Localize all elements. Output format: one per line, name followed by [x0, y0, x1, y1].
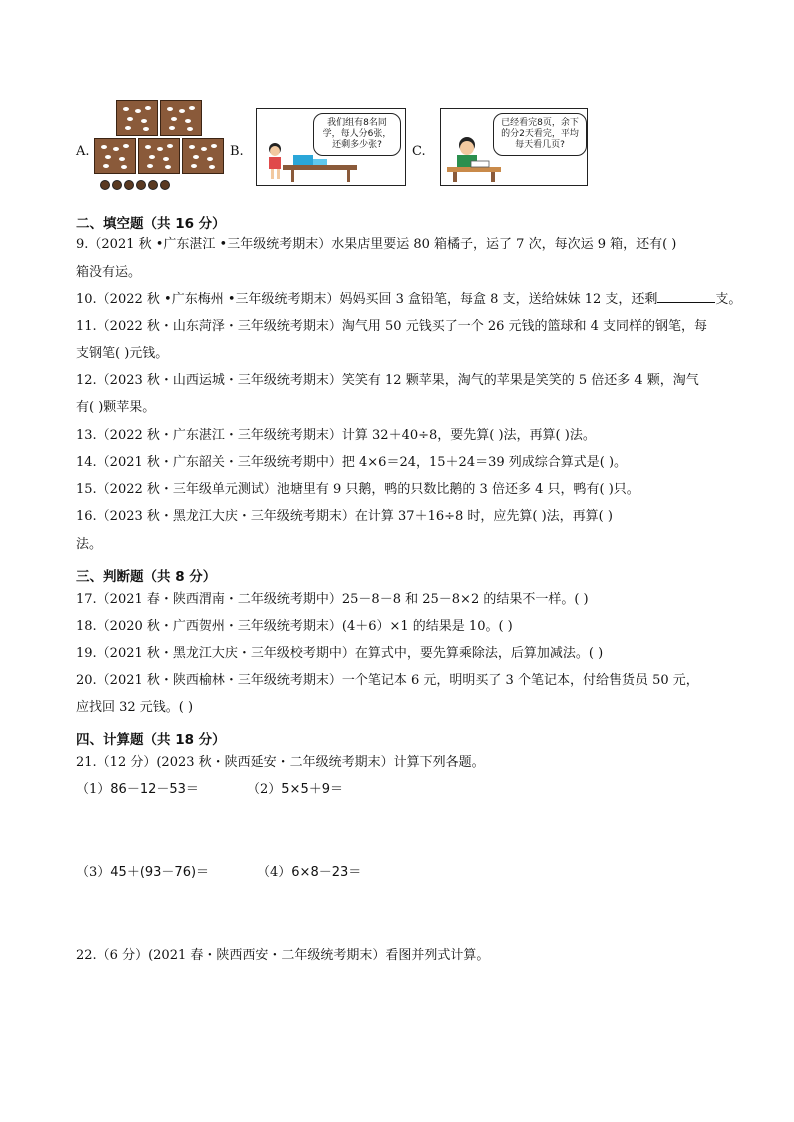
section-heading-true-false: 三、判断题（共 8 分）: [76, 569, 217, 585]
crate-icon: [160, 100, 202, 136]
problem-number: （1）: [76, 782, 111, 797]
crate-icon: [138, 138, 180, 174]
option-a-label: A.: [76, 144, 90, 159]
crate-icon: [94, 138, 136, 174]
option-b-label: B.: [230, 144, 244, 159]
question-20-line-2: 应找回 32 元钱。( ): [76, 700, 194, 715]
option-c-label: C.: [412, 144, 426, 159]
calc-problem-3: [76, 864, 209, 882]
question-9-line-2: 箱没有运。: [76, 265, 142, 280]
option-a-picture-orange-crates: [94, 100, 226, 192]
problem-expression: 86－12－53＝: [110, 782, 199, 797]
question-11-line-2: 支钢笔( )元钱。: [76, 346, 169, 361]
question-10-text: 10.（2022 秋 •广东梅州 •三年级统考期末）妈妈买回 3 盒铅笔，每盒 8 支，送给妹妹 12 支，还剩: [76, 292, 658, 307]
problem-number: （4）: [257, 865, 292, 880]
speech-bubble: 已经看完8页，余下的分2天看完，平均每天看几页?: [493, 113, 587, 156]
question-13: 13.（2022 秋・广东湛江・三年级统考期末）计算 32＋40÷8，要先算( )法，再算( )法。: [76, 428, 596, 443]
crate-icon: [182, 138, 224, 174]
orange-icon: [100, 180, 110, 190]
question-15: 15.（2022 秋・三年级单元测试）池塘里有 9 只鹅，鸭的只数比鹅的 3 倍还多 4 只，鸭有( )只。: [76, 482, 640, 497]
crate-icon: [116, 100, 158, 136]
orange-icon: [160, 180, 170, 190]
question-10-unit: 支。: [715, 292, 742, 307]
orange-icon: [124, 180, 134, 190]
calc-problem-1: [76, 781, 199, 799]
problem-number: （2）: [247, 782, 282, 797]
question-12-line-1: 12.（2023 秋・山西运城・三年级统考期末）笑笑有 12 颗苹果，淘气的苹果是笑笑的 5 倍还多 4 颗，淘气: [76, 373, 699, 388]
orange-icon: [112, 180, 122, 190]
question-16-line-2: 法。: [76, 537, 103, 552]
question-21: 21.（12 分）(2023 秋・陕西延安・二年级统考期末）计算下列各题。: [76, 755, 485, 770]
orange-icon: [136, 180, 146, 190]
girl-with-books-icon: [261, 135, 361, 183]
question-14: 14.（2021 秋・广东韶关・三年级统考期中）把 4×6＝24，15＋24＝39 列成综合算式是( )。: [76, 455, 628, 470]
question-22: 22.（6 分）(2021 春・陕西西安・二年级统考期末）看图并列式计算。: [76, 948, 490, 963]
problem-expression: 45＋(93－76)＝: [110, 865, 210, 880]
problem-expression: 6×8－23＝: [291, 865, 362, 880]
orange-icon: [148, 180, 158, 190]
calc-problem-4: [257, 864, 361, 882]
speech-bubble: 我们组有8名同学，每人分6张，还剩多少张?: [313, 113, 401, 156]
problem-number: （3）: [76, 865, 111, 880]
problem-expression: 5×5＋9＝: [281, 782, 343, 797]
option-b-picture: [256, 108, 406, 186]
section-heading-fill-in: 二、填空题（共 16 分）: [76, 216, 226, 232]
option-c-picture: [440, 108, 588, 186]
question-16-line-1: 16.（2023 秋・黑龙江大庆・三年级统考期末）在计算 37＋16÷8 时，应先算( )法，再算( ): [76, 509, 613, 524]
answer-blank[interactable]: [657, 290, 715, 303]
question-10: [76, 290, 741, 309]
question-19: 19.（2021 秋・黑龙江大庆・三年级校考期中）在算式中，要先算乘除法，后算加减法。( ): [76, 646, 604, 661]
question-12-line-2: 有( )颗苹果。: [76, 400, 156, 415]
question-18: 18.（2020 秋・广西贺州・三年级统考期末）(4＋6）×1 的结果是 10。( ): [76, 619, 513, 634]
boy-reading-icon: [445, 131, 505, 183]
calc-problem-2: [247, 781, 343, 799]
question-9-line-1: 9.（2021 秋 •广东湛江 •三年级统考期末）水果店里要运 80 箱橘子，运了 7 次，每次运 9 箱，还有( ): [76, 237, 677, 252]
question-11-line-1: 11.（2022 秋・山东菏泽・三年级统考期末）淘气用 50 元钱买了一个 26 元钱的篮球和 4 支同样的钢笔，每: [76, 319, 708, 334]
section-heading-calculation: 四、计算题（共 18 分）: [76, 732, 226, 748]
question-20-line-1: 20.（2021 秋・陕西榆林・三年级统考期末）一个笔记本 6 元，明明买了 3 个笔记本，付给售货员 50 元，: [76, 673, 699, 688]
question-17: 17.（2021 春・陕西渭南・二年级统考期中）25－8－8 和 25－8×2 的结果不一样。( ): [76, 592, 589, 607]
